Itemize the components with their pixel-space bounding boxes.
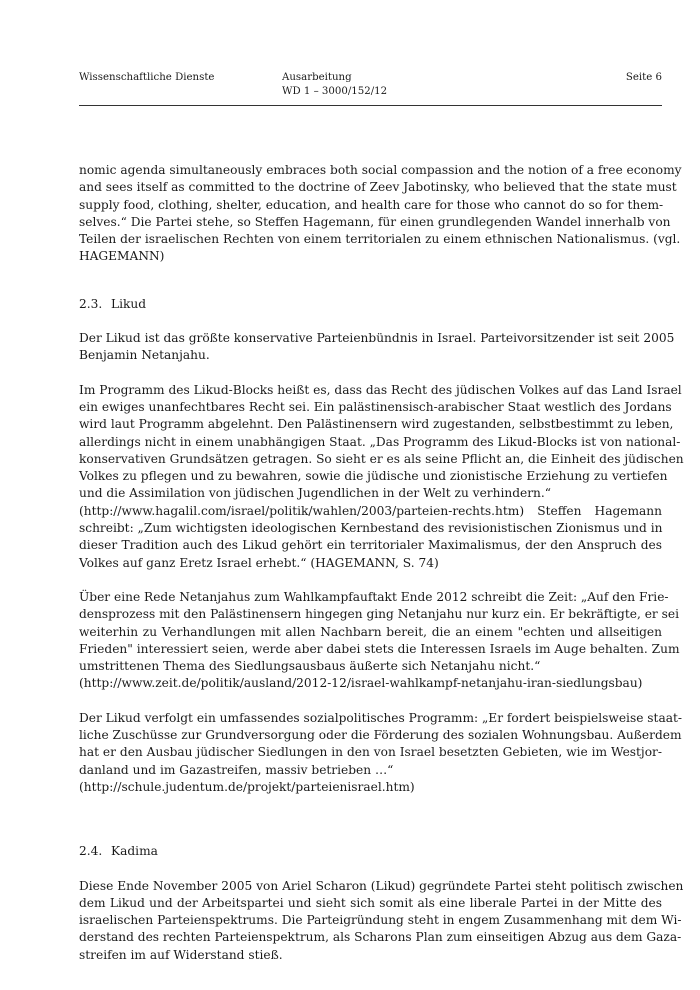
section-heading-likud [79,296,662,313]
text-line: selves.“ Die Partei stehe, so Steffen Hagemann, für einen grundlegenden Wandel innerhalb von [79,214,671,229]
header-document-type: Ausarbeitung [282,72,352,83]
text-line: schreibt: „Zum wichtigsten ideologischen Kernbestand des revisionistischen Zionismus und in [79,521,663,536]
text-line: wird laut Programm abgelehnt. Den Palästinensern wird zugestanden, selbstbestimmt zu leben, [79,417,674,432]
section-number: 2.3. [79,296,103,311]
text-line: supply food, clothing, shelter, education, and health care for those who cannot do so for them- [79,197,664,212]
text-line: Volkes auf ganz Eretz Israel erhebt.“ (HAGEMANN, S. 74) [79,555,439,570]
text-line: Frieden" interessiert seien, werde aber dabei stets die Interessen Israels im Auge behalten. Zum [79,641,680,656]
intro-paragraph [79,162,682,266]
header-document-number: WD 1 – 3000/152/12 [282,86,388,97]
text-line: Volkes zu pflegen und zu bewahren, sowie die jüdische und zionistische Erziehung zu vertiefen [79,469,668,484]
text-line: Im Programm des Likud-Blocks heißt es, dass das Recht des jüdischen Volkes auf das Land Israel [79,382,682,397]
text-line: densprozess mit den Palästinensern hingegen ging Netanjahu nur kurz ein. Er bekräftigte, er sei [79,607,679,622]
text-line: weiterhin zu Verhandlungen mit allen Nachbarn bereit, die an einem "echten und allseitigen [79,624,662,639]
header-organization: Wissenschaftliche Dienste [79,72,215,83]
section-title: Likud [111,296,147,311]
text-line: Diese Ende November 2005 von Ariel Scharon (Likud) gegründete Partei steht politisch zwischen [79,878,684,893]
text-line: (http://www.hagalil.com/israel/politik/wahlen/2003/parteien-rechts.htm) Steffen Hagemann [79,503,662,518]
text-line: HAGEMANN) [79,249,165,264]
section-heading-kadima [79,843,662,860]
text-line: danland und im Gazastreifen, massiv betrieben …“ [79,762,394,777]
text-line: allerdings nicht in einem unabhängigen Staat. „Das Programm des Likud-Blocks ist von national- [79,434,681,449]
text-line: nomic agenda simultaneously embraces both social compassion and the notion of a free economy [79,163,682,177]
text-line: Über eine Rede Netanjahus zum Wahlkampfauftakt Ende 2012 schreibt die Zeit: „Auf den Frie- [79,589,669,604]
text-line: konservativen Grundsätzen getragen. So sieht er es als seine Pflicht an, die Einheit des jüdischen [79,451,684,466]
source-url: (http://www.zeit.de/politik/ausland/2012-12/israel-wahlkampf-netanjahu-iran-siedlungsbau) [79,676,643,691]
text-line: israelischen Parteienspektrums. Die Parteigründung steht in engem Zusammenhang mit dem Wi- [79,913,682,928]
likud-paragraph-4 [79,710,682,796]
text-line: Teilen der israelischen Rechten von einem territorialen zu einem ethnischen Nationalismus. (vgl. [79,232,681,247]
text-line: Der Likud ist das größte konservative Parteienbündnis in Israel. Parteivorsitzender ist seit 2005 [79,331,675,346]
header-divider [79,105,662,106]
text-line: und die Assimilation von jüdischen Jugendlichen in der Welt zu verhindern.“ [79,486,551,501]
page-body [79,162,684,964]
text-line: ein ewiges unanfechtbares Recht sei. Ein palästinensisch-arabischer Staat westlich des Jordans [79,399,672,414]
text-line: Der Likud verfolgt ein umfassendes sozialpolitisches Programm: „Er fordert beispielsweise staat- [79,710,682,725]
text-line: liche Zuschüsse zur Grundversorgung oder die Förderung des sozialen Wohnungsbau. Außerdem [79,728,682,743]
text-line: Benjamin Netanjahu. [79,348,210,363]
likud-paragraph-3 [79,589,680,693]
text-line: and sees itself as committed to the doctrine of Zeev Jabotinsky, who believed that the state must [79,180,677,195]
section-title: Kadima [111,844,158,859]
header-page-number: Seite 6 [625,72,662,83]
header-document-info [282,71,387,99]
text-line: derstand des rechten Parteienspektrum, als Scharons Plan zum einseitigen Abzug aus dem Gaza- [79,930,682,945]
text-line: umstrittenen Thema des Siedlungsausbaus äußerte sich Netanjahu nicht.“ [79,659,541,674]
section-number: 2.4. [79,844,103,859]
text-line: dieser Tradition auch des Likud gehört ein territorialer Maximalismus, der den Anspruch des [79,538,662,553]
text-line: streifen im auf Widerstand stieß. [79,947,283,962]
likud-paragraph-2 [79,382,684,572]
kadima-paragraph-1 [79,878,684,964]
text-line: dem Likud und der Arbeitspartei und sieht sich somit als eine liberale Partei in der Mitte des [79,895,662,910]
text-line: hat er den Ausbau jüdischer Siedlungen in den von Israel besetzten Gebieten, wie im Westjor- [79,745,662,760]
source-url: (http://schule.judentum.de/projekt/parteienisrael.htm) [79,779,415,794]
likud-paragraph-1 [79,330,675,365]
